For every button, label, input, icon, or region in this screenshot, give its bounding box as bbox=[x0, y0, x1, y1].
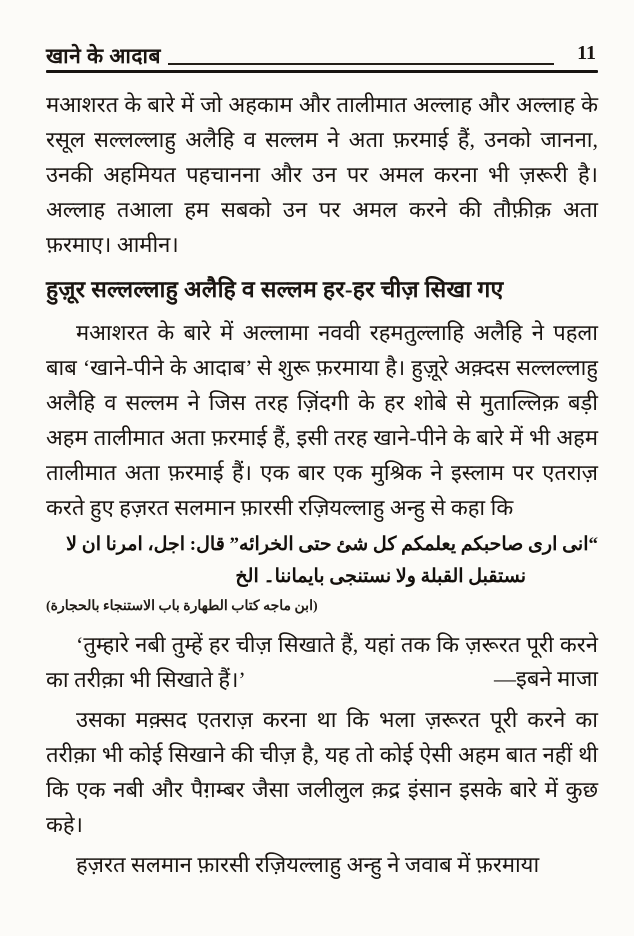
arabic-hadith-quote bbox=[46, 529, 598, 593]
section-heading: हुज़ूर सल्लल्लाहु अलैहि व सल्लम हर-हर चीज़ सिखा गए bbox=[46, 277, 504, 302]
running-title: खाने के आदाब bbox=[46, 44, 161, 68]
arabic-citation: (ابن ماجه کتاب الطهارة باب الاستنجاء بالحجارة) bbox=[46, 599, 318, 614]
translation-quote: ‘तुम्हारे नबी तुम्हें हर चीज़ सिखाते हैं, यहां तक कि ज़रूरत पूरी करने का तरीक़ा भी सिखाते हैं।’ bbox=[46, 632, 598, 692]
paragraph-intro: मआशरत के बारे में जो अहकाम और तालीमात अल्लाह और अल्लाह के रसूल सल्लल्लाहु अलैहि व सल्लम ने अता फ़रमाई हैं, उनको जानना, उनकी अहमियत पहचानना और उन पर अमल करना भी ज़रूरी है। अल्लाह तआला हम सबको उन पर अमल करने की तौफ़ीक़ अता फ़रमाए। आमीन। bbox=[46, 92, 598, 257]
page-body bbox=[46, 87, 598, 882]
paragraph-reply: हज़रत सलमान फ़ारसी रज़ियल्लाहु अन्हु ने जवाब में फ़रमाया bbox=[76, 852, 540, 877]
header-thin-rule bbox=[168, 63, 554, 65]
page-header bbox=[46, 42, 598, 74]
page-number: 11 bbox=[577, 42, 596, 64]
arabic-quote-line-2: نستقبل القبلة ولا نستنجی بایماننا۔ الخ bbox=[235, 566, 526, 587]
paragraph-objection: उसका मक़्सद एतराज़ करना था कि भला ज़रूरत पूरी करने का तरीक़ा भी कोई सिखाने की चीज़ है, यह तो कोई ऐसी अहम बात नहीं थी कि एक नबी और पैग़म्बर जैसा जलीलुल क़द्र इंसान इसके बारे में कुछ कहे। bbox=[46, 707, 598, 837]
header-thick-rule bbox=[46, 70, 598, 73]
translation-quote-block bbox=[46, 627, 598, 697]
arabic-quote-line-1: “انی اری صاحبکم یعلمکم کل شئ حتی الخرائه” قال: اجل، امرنا ان لا bbox=[66, 534, 598, 555]
paragraph-context: मआशरत के बारे में अल्लामा नववी रहमतुल्लाहि अलैहि ने पहला बाब ‘खाने-पीने के आदाब’ से शुरू फ़रमाया है। हुज़ूरे अक़्दस सल्लल्लाहु अलैहि व सल्लम ने जिस तरह ज़िंदगी के हर शोबे से मुताल्लिक़ बड़ी अहम तालीमात अता फ़रमाई हैं, इसी तरह खाने-पीने के बारे में भी अहम तालीमात अता फ़रमाई हैं। एक बार एक मुश्रिक ने इस्लाम पर एतराज़ करते हुए हज़रत सलमान फ़ारसी रज़ियल्लाहु अन्हु से कहा कि bbox=[46, 320, 598, 520]
quote-attribution: —इबने माजा bbox=[494, 666, 598, 691]
